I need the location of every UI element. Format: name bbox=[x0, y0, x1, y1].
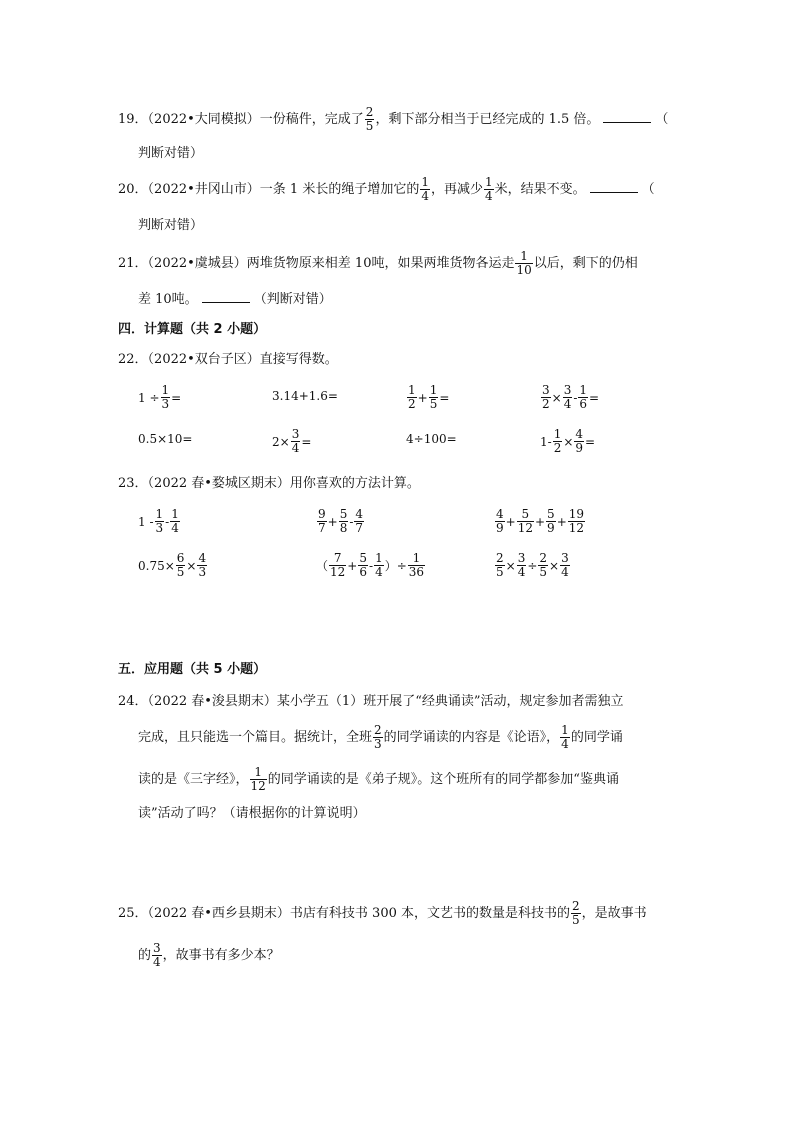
fraction: $\frac{1}{4}$ bbox=[421, 175, 429, 203]
q22-expr-2: 3.14+1.6= bbox=[272, 389, 338, 403]
q20-line2: 判断对错） bbox=[138, 218, 204, 233]
q25-line2: 的 $\frac{3}{4}$ ，故事书有多少本？ bbox=[138, 941, 280, 969]
q24-line3: 读的是《三字经》， $\frac{1}{12}$ 的同学诵读的是《弟子规》。这个班所有的同学都参加“鉴典诵 bbox=[138, 765, 619, 793]
q23-expr-3: $\frac{4}{9}$ + $\frac{5}{12}$ + $\frac{5}{9}$ + $\frac{19}{12}$ bbox=[496, 507, 585, 535]
q21-line1: 21．（2022•虞城县）两堆货物原来相差 10吨，如果两堆货物各运走 $\frac{1}{10}$ 以后，剩下的仍相 bbox=[118, 249, 638, 277]
answer-blank[interactable] bbox=[590, 180, 638, 193]
answer-blank[interactable] bbox=[603, 110, 651, 123]
q21-line2: 差 10吨。 （判断对错） bbox=[138, 292, 332, 307]
q19-line2: 判断对错） bbox=[138, 146, 204, 161]
section-title: 四．计算题（共 2 小题） bbox=[118, 322, 267, 337]
q22-expr-7: 4÷100= bbox=[406, 432, 457, 446]
q23-expr-5: （ $\frac{7}{12}$ + $\frac{5}{6}$ - $\frac{1}{4}$ ）÷ $\frac{1}{36}$ bbox=[316, 551, 425, 579]
q25-line1: 25．（2022 春•西乡县期末）书店有科技书 300 本，文艺书的数量是科技书的 $\frac{2}{5}$ ，是故事书 bbox=[118, 899, 647, 927]
q22-expr-4: $\frac{3}{2}$ × $\frac{3}{4}$ - $\frac{1}{6}$ = bbox=[542, 383, 600, 411]
q22-expr-3: $\frac{1}{2}$ + $\frac{1}{5}$ = bbox=[408, 383, 450, 411]
q22-expr-8: 1- $\frac{1}{2}$ × $\frac{4}{9}$ = bbox=[540, 427, 596, 455]
q22-expr-5: 0.5×10= bbox=[138, 432, 193, 446]
q20-line1: 20．（2022•井冈山市）一条 1 米长的绳子增加它的 $\frac{1}{4}$ ，再减少 $\frac{1}{4}$ 米，结果不变。 （ bbox=[118, 175, 655, 203]
q23-expr-6: $\frac{2}{5}$ × $\frac{3}{4}$ ÷ $\frac{2}{5}$ × $\frac{3}{4}$ bbox=[496, 551, 569, 579]
q19-line1: 19．（2022•大同模拟）一份稿件，完成了 $\frac{2}{5}$ ，剩下部分相当于已经完成的 1.5 倍。 （ bbox=[118, 105, 669, 133]
q24-line1: 24．（2022 春•浚县期末）某小学五（1）班开展了“经典诵读”活动，规定参加者需独立 bbox=[118, 694, 624, 709]
q24-line4: 读”活动了吗？（请根据你的计算说明） bbox=[138, 806, 366, 821]
q24-line2: 完成，且只能选一个篇目。据统计，全班 $\frac{2}{3}$ 的同学诵读的内容是《论语》， $\frac{1}{4}$ 的同学诵 bbox=[138, 723, 623, 751]
q22-title: 22．（2022•双台子区）直接写得数。 bbox=[118, 352, 338, 367]
section-title: 五．应用题（共 5 小题） bbox=[118, 662, 267, 677]
q22-expr-6: 2× $\frac{3}{4}$ = bbox=[272, 427, 312, 455]
fraction: $\frac{2}{5}$ bbox=[365, 105, 374, 133]
answer-blank[interactable] bbox=[202, 290, 250, 303]
q23-expr-2: $\frac{9}{7}$ + $\frac{5}{8}$ - $\frac{4}{7}$ bbox=[318, 507, 364, 535]
q23-expr-4: 0.75× $\frac{6}{5}$ × $\frac{4}{3}$ bbox=[138, 551, 207, 579]
q22-expr-1: 1 ÷ $\frac{1}{3}$ = bbox=[138, 383, 182, 411]
fraction: $\frac{1}{4}$ bbox=[485, 175, 493, 203]
q23-title: 23．（2022 春•婺城区期末）用你喜欢的方法计算。 bbox=[118, 476, 420, 491]
q23-expr-1: 1 - $\frac{1}{3}$ - $\frac{1}{4}$ bbox=[138, 507, 179, 535]
fraction: $\frac{1}{10}$ bbox=[516, 249, 532, 277]
